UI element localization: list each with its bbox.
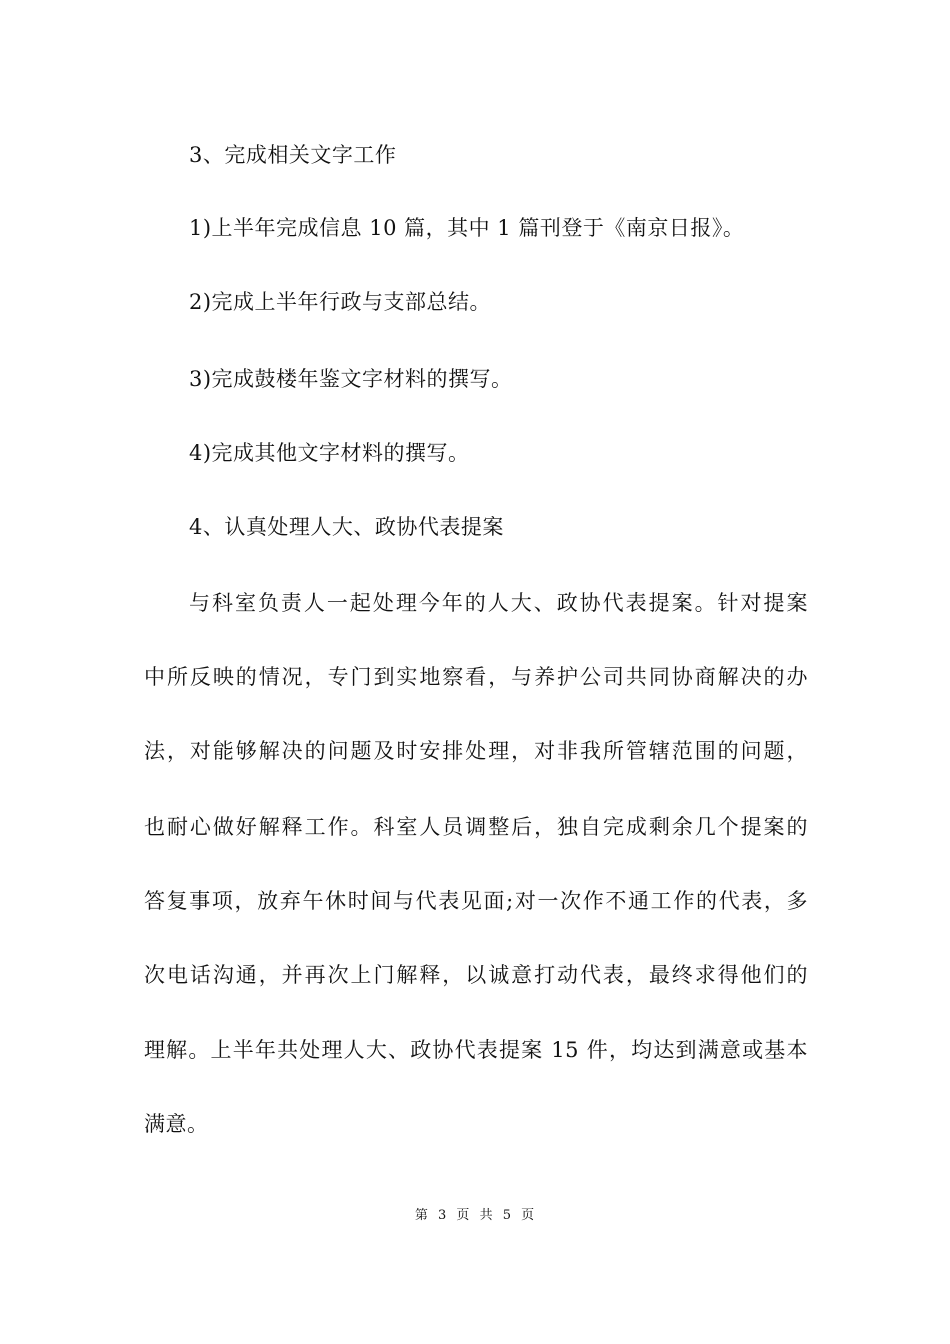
paragraph-line: 理解。上半年共处理人大、政协代表提案 15 件，均达到满意或基本: [144, 1038, 808, 1062]
list-item: 2)完成上半年行政与支部总结。: [189, 290, 492, 314]
page-footer: [0, 1207, 950, 1225]
paragraph-line: 与科室负责人一起处理今年的人大、政协代表提案。针对提案: [189, 591, 808, 615]
list-item: 3)完成鼓楼年鉴文字材料的撰写。: [189, 367, 513, 391]
section-heading-3: 3、完成相关文字工作: [189, 143, 397, 167]
list-item: 4)完成其他文字材料的撰写。: [189, 441, 470, 465]
paragraph-line: 次电话沟通，并再次上门解释，以诚意打动代表，最终求得他们的: [144, 963, 808, 987]
footer-page-unit: 页: [456, 1208, 471, 1223]
paragraph-line: 答复事项，放弃午休时间与代表见面;对一次作不通工作的代表，多: [144, 889, 808, 913]
footer-total-label: 共: [479, 1208, 494, 1223]
footer-total-pages: 5: [502, 1208, 512, 1223]
list-item: 1)上半年完成信息 10 篇，其中 1 篇刊登于《南京日报》。: [189, 216, 745, 240]
footer-current-page: 3: [437, 1208, 448, 1223]
paragraph-line: 中所反映的情况，专门到实地察看，与养护公司共同协商解决的办: [144, 665, 808, 689]
paragraph-line: 满意。: [144, 1112, 209, 1136]
footer-suffix: 页: [521, 1208, 536, 1223]
section-heading-4: 4、认真处理人大、政协代表提案: [189, 515, 504, 539]
paragraph-line: 也耐心做好解释工作。科室人员调整后，独自完成剩余几个提案的: [144, 815, 808, 839]
paragraph-line: 法，对能够解决的问题及时安排处理，对非我所管辖范围的问题，: [144, 739, 808, 763]
footer-prefix: 第: [414, 1208, 429, 1223]
